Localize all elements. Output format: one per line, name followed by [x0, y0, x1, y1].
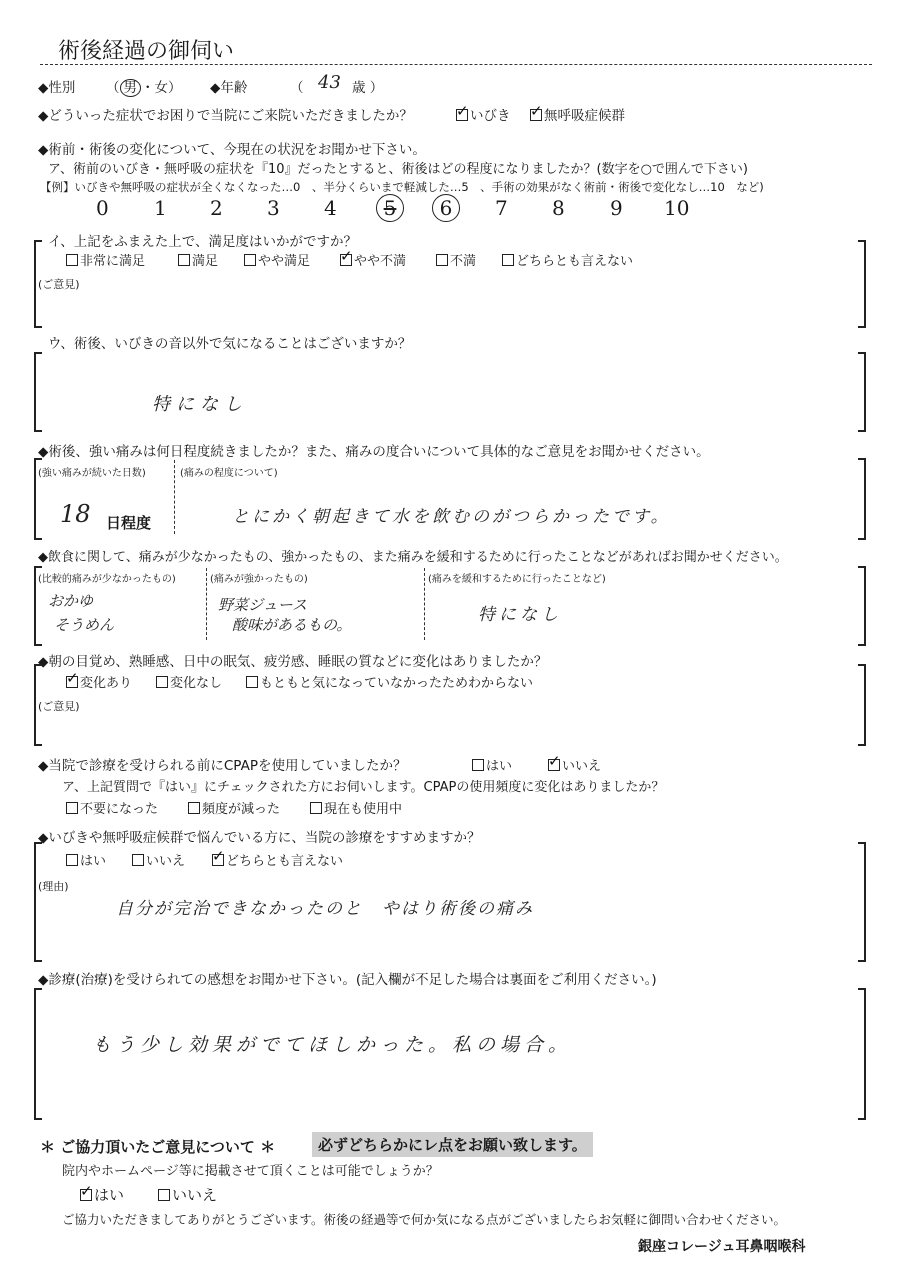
satisfaction-option-1[interactable]: 非常に満足: [66, 250, 145, 269]
footer-option-yes[interactable]: ✓はい: [80, 1184, 124, 1205]
footer-thanks: ご協力いただきましてありがとうございます。術後の経過等で何か気になる点がございましたらお気軽に御問い合わせください。: [62, 1212, 787, 1227]
gender-value: （ 男 ・女）: [106, 80, 182, 96]
cpap-sub-option-2[interactable]: 頻度が減った: [188, 798, 280, 817]
checkbox-icon[interactable]: [246, 676, 258, 688]
checkbox-icon[interactable]: [212, 854, 224, 866]
satisfaction-option-2[interactable]: 満足: [178, 250, 218, 269]
scale-1[interactable]: 1: [154, 196, 167, 220]
food-col2-label: (痛みが強かったもの): [210, 574, 308, 585]
checkbox-icon[interactable]: [530, 109, 542, 121]
recommend-option-yes[interactable]: はい: [66, 850, 106, 869]
scale-10[interactable]: 10: [664, 196, 690, 220]
checkbox-icon[interactable]: [156, 676, 168, 688]
scale-0[interactable]: 0: [96, 196, 109, 220]
sleep-option-1[interactable]: ✓変化あり: [66, 672, 132, 691]
sleep-option-2[interactable]: 変化なし: [156, 672, 222, 691]
bracket-right: [858, 988, 866, 1120]
clinic-name: 銀座コレージュ耳鼻咽喉科: [638, 1239, 806, 1255]
gender-label: ◆性別: [38, 80, 76, 96]
satisfaction-option-4[interactable]: ✓ やや不満: [340, 250, 406, 269]
satisfaction-option-6[interactable]: どちらとも言えない: [502, 250, 633, 269]
scale-9[interactable]: 9: [610, 196, 623, 220]
pain-days-label: (強い痛みが続いた日数): [38, 468, 146, 479]
bracket-left: [34, 988, 42, 1120]
age-label: ◆年齢: [210, 80, 248, 96]
checkbox-icon[interactable]: [456, 109, 468, 121]
recommend-reason: 自分が完治できなかったのと やはり術後の痛み: [116, 899, 534, 919]
scale-4[interactable]: 4: [324, 196, 337, 220]
column-divider: [424, 568, 425, 640]
age-unit: 歳 ）: [352, 80, 384, 96]
checkbox-icon[interactable]: [80, 1189, 92, 1201]
footer-highlight: 必ずどちらかにレ点をお願い致します。: [312, 1132, 593, 1157]
scale-5-crossed[interactable]: 5: [380, 196, 404, 222]
checkbox-icon[interactable]: [244, 254, 256, 266]
checkbox-icon[interactable]: [66, 254, 78, 266]
checkbox-icon[interactable]: [472, 759, 484, 771]
pain-degree-label: (痛みの程度について): [180, 468, 278, 479]
age-value: 43: [318, 72, 341, 93]
scale-2[interactable]: 2: [210, 196, 223, 220]
food-col1-item: そうめん: [54, 616, 115, 634]
recommend-option-neutral[interactable]: ✓ どちらとも言えない: [212, 850, 343, 869]
checkbox-icon[interactable]: [66, 802, 78, 814]
food-question: ◆飲食に関して、痛みが少なかったもの、強かったもの、また痛みを緩和するために行ったことなどがあればお聞かせください。: [38, 550, 788, 565]
impression-question: ◆診療(治療)を受けられての感想をお聞かせ下さい。(記入欄が不足した場合は裏面をご利用ください。): [38, 972, 657, 988]
checkbox-icon[interactable]: [340, 254, 352, 266]
checkbox-icon[interactable]: [132, 854, 144, 866]
checkbox-icon[interactable]: [548, 759, 560, 771]
title-underline: [40, 64, 872, 65]
bracket-left: [34, 842, 42, 962]
footer-option-no[interactable]: いいえ: [158, 1184, 217, 1205]
opinion-label: (ご意見): [38, 278, 80, 291]
cpap-option-yes[interactable]: はい: [472, 755, 512, 774]
checkbox-icon[interactable]: [502, 254, 514, 266]
checkbox-icon[interactable]: [158, 1189, 170, 1201]
bracket-right: [858, 458, 866, 540]
checkbox-icon[interactable]: [436, 254, 448, 266]
cpap-option-no[interactable]: ✓ いいえ: [548, 755, 601, 774]
pain-days: 18: [60, 500, 91, 528]
checkbox-icon[interactable]: [188, 802, 200, 814]
satisfaction-option-5[interactable]: 不満: [436, 250, 476, 269]
column-divider: [206, 568, 207, 640]
bracket-right: [858, 240, 866, 328]
page-title: 術後経過の御伺い: [58, 39, 235, 64]
scale-7[interactable]: 7: [495, 196, 508, 220]
sleep-option-3[interactable]: もともと気になっていなかったためわからない: [246, 672, 533, 691]
food-col2-item: 酸味があるもの。: [232, 616, 352, 634]
checkbox-icon[interactable]: [66, 854, 78, 866]
recommend-option-no[interactable]: いいえ: [132, 850, 185, 869]
cpap-question: ◆当院で診療を受けられる前にCPAPを使用していましたか？: [38, 758, 407, 774]
checkbox-icon[interactable]: [178, 254, 190, 266]
bracket-left: [34, 352, 42, 432]
change-example: 【例】いびきや無呼吸の症状が全くなくなった…0 、半分くらいまで軽減した…5 、手術の効果がなく術前・術後で変化なし…10 など): [40, 180, 764, 194]
symptom-option-snoring[interactable]: ✓ いびき: [456, 104, 511, 124]
pain-days-unit: 日程度: [106, 514, 152, 532]
pain-question: ◆術後、強い痛みは何日程度続きましたか？また、痛みの度合いについて具体的なご意見をお聞かせください。: [38, 444, 710, 460]
food-col3-answer: 特になし: [478, 605, 562, 625]
bracket-right: [858, 842, 866, 962]
scale-8[interactable]: 8: [552, 196, 565, 220]
opinion-label: (ご意見): [38, 700, 80, 713]
satisfaction-question: イ、上記をふまえた上で、満足度はいかがですか？: [48, 234, 358, 250]
other-question: ウ、術後、いびきの音以外で気になることはございますか？: [48, 336, 412, 352]
scale-3[interactable]: 3: [267, 196, 280, 220]
footer-question: 院内やホームページ等に掲載させて頂くことは可能でしょうか？: [62, 1164, 439, 1179]
checkbox-icon[interactable]: [66, 676, 78, 688]
satisfaction-option-3[interactable]: やや満足: [244, 250, 310, 269]
sleep-question: ◆朝の目覚め、熟睡感、日中の眠気、疲労感、睡眠の質などに変化はありましたか？: [38, 654, 548, 670]
recommend-question: ◆いびきや無呼吸症候群で悩んでいる方に、当院の診療をすすめますか？: [38, 830, 481, 846]
reason-label: (理由): [38, 880, 69, 893]
footer-note: ＊ ご協力頂いたご意見について ＊: [40, 1138, 276, 1156]
food-col3-label: (痛みを緩和するために行ったことなど): [428, 574, 606, 585]
cpap-sub-question: ア、上記質問で『はい』にチェックされた方にお伺いします。CPAPの使用頻度に変化はありましたか？: [62, 780, 665, 795]
symptom-question: ◆どういった症状でお困りで当院にご来院いただきましたか？: [38, 108, 413, 124]
food-col1-label: (比較的痛みが少なかったもの): [38, 574, 176, 585]
change-heading: ◆術前・術後の変化について、今現在の状況をお聞かせ下さい。: [38, 142, 426, 158]
cpap-sub-option-1[interactable]: 不要になった: [66, 798, 158, 817]
impression-answer: もう少し効果がでてほしかった。私の場合。: [92, 1034, 573, 1056]
other-answer: 特になし: [152, 394, 248, 415]
change-question-a: ア、術前のいびき・無呼吸の症状を『10』だったとすると、術後はどの程度になりましたか？(数字を○で囲んで下さい): [48, 162, 748, 177]
symptom-option-apnea[interactable]: ✓ 無呼吸症候群: [530, 104, 625, 124]
food-col2-item: 野菜ジュース: [218, 596, 307, 614]
bracket-right: [858, 352, 866, 432]
cpap-sub-option-3[interactable]: 現在も使用中: [310, 798, 402, 817]
checkbox-icon[interactable]: [310, 802, 322, 814]
food-col1-item: おかゆ: [48, 592, 94, 610]
column-divider: [174, 460, 175, 534]
age-open-paren: （: [290, 80, 304, 96]
bracket-right: [858, 664, 866, 746]
scale-6-selected[interactable]: 6: [436, 196, 460, 222]
bracket-right: [858, 566, 866, 646]
pain-degree: とにかく朝起きて水を飲むのがつらかったです。: [232, 507, 671, 527]
